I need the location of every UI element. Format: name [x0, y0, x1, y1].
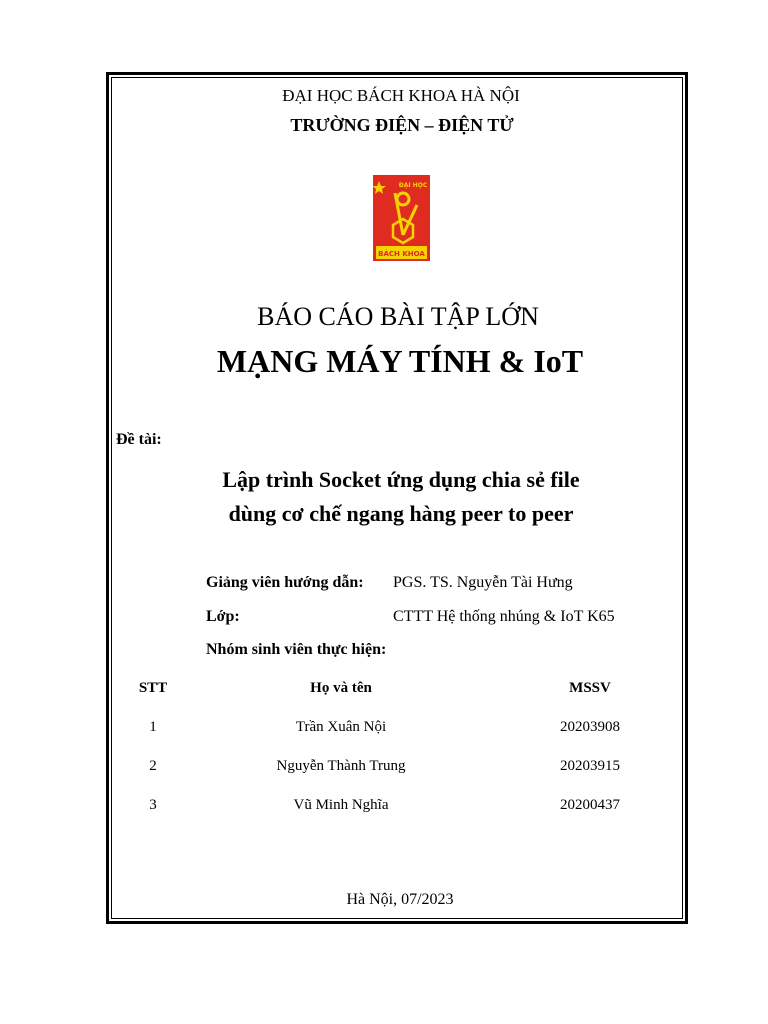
table-header-name: Họ và tên — [310, 680, 372, 696]
university-logo — [373, 175, 430, 261]
course-title: MẠNG MÁY TÍNH & IoT — [216, 343, 584, 379]
university-name: ĐẠI HỌC BÁCH KHOA HÀ NỘI — [282, 86, 520, 105]
topic-label: Đề tài: — [116, 431, 162, 448]
school-name: TRƯỜNG ĐIỆN – ĐIỆN TỬ — [290, 115, 514, 135]
table-row-3-name: Vũ Minh Nghĩa — [293, 797, 389, 813]
advisor-label: Giảng viên hướng dẫn: — [206, 574, 364, 591]
group-label: Nhóm sinh viên thực hiện: — [206, 641, 387, 658]
table-row-1-stt: 1 — [149, 719, 157, 735]
table-row-3-id: 20200437 — [560, 797, 620, 813]
table-header-stt: STT — [138, 680, 168, 696]
logo-bottom-text: BÁCH KHOA — [378, 250, 425, 258]
table-header-id: MSSV — [569, 680, 611, 696]
table-row-1-id: 20203908 — [560, 719, 620, 735]
logo-top-text: ĐẠI HỌC — [398, 182, 428, 189]
class-label: Lớp: — [206, 608, 240, 625]
report-type: BÁO CÁO BÀI TẬP LỚN — [257, 302, 539, 331]
table-row-2-stt: 2 — [149, 758, 157, 774]
topic-line-2: dùng cơ chế ngang hàng peer to peer — [228, 501, 574, 526]
advisor-value: PGS. TS. Nguyễn Tài Hưng — [393, 574, 573, 591]
table-row-2-name: Nguyễn Thành Trung — [276, 758, 406, 774]
topic-title — [0, 463, 768, 531]
table-row-2-id: 20203915 — [560, 758, 620, 774]
table-row-1-name: Trần Xuân Nội — [295, 719, 387, 735]
topic-line-1: Lập trình Socket ứng dụng chia sẻ file — [222, 467, 580, 492]
place-date: Hà Nội, 07/2023 — [346, 891, 454, 908]
table-row-3-stt: 3 — [149, 797, 157, 813]
class-value: CTTT Hệ thống nhúng & IoT K65 — [393, 608, 615, 625]
